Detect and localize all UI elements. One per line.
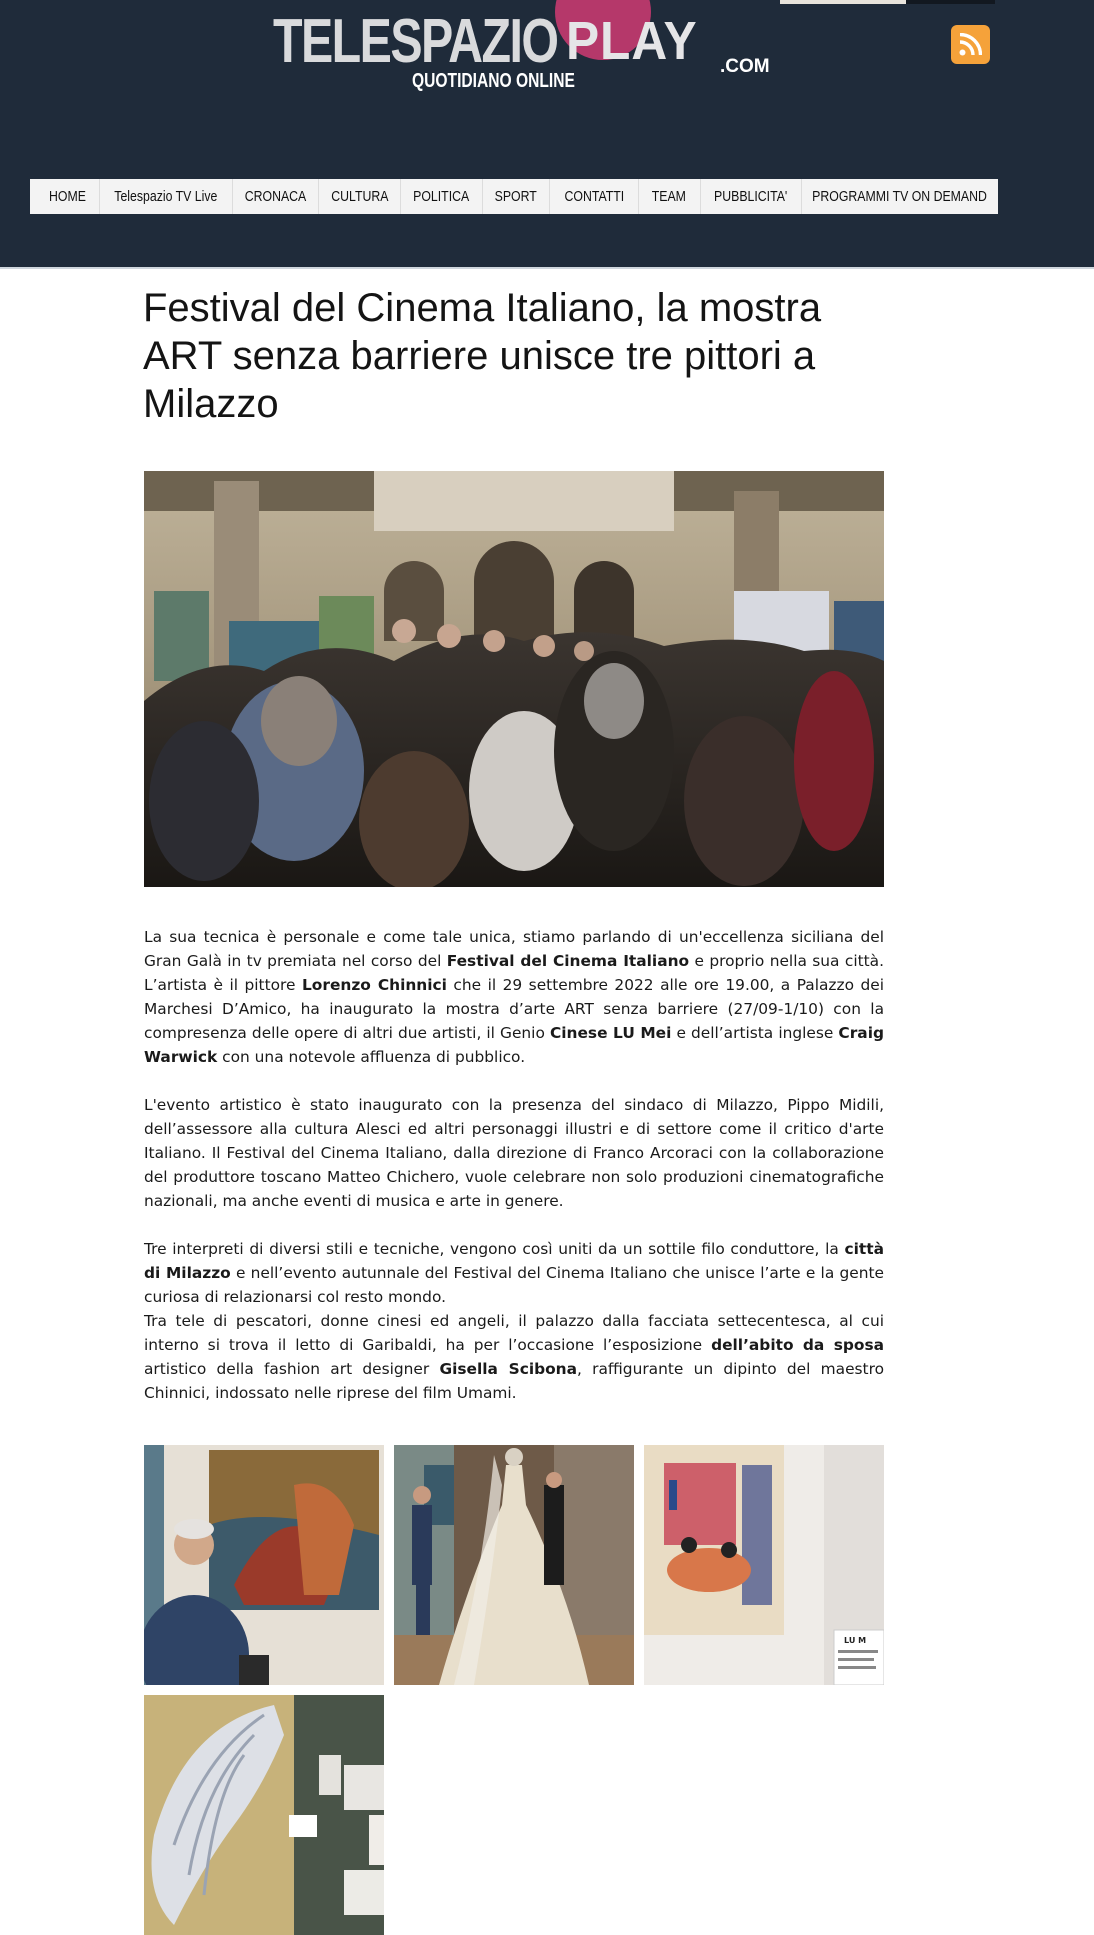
nav-item-contatti[interactable]: CONTATTI [550, 179, 638, 214]
text-span: con una notevole affluenza di pubblico. [217, 1048, 526, 1066]
nav-item-cronaca[interactable]: CRONACA [233, 179, 319, 214]
text-span: che il 29 settembre 2022 alle ore 19.00, a Palazzo dei Marchesi D’Amico, ha inaugurato la mostra d’arte ART senza barriere (27/09-1/10) con la compresenza delle opere di altri due artisti, il Genio [144, 976, 885, 1042]
text-span: e nell’evento autunnale del Festival del Cinema Italiano che unisce l’arte e la gente curiosa di relazionarsi col resto mondo. [144, 1264, 884, 1306]
bold-text-festival: Festival del Cinema Italiano [446, 952, 690, 970]
text-span: e proprio nella sua città. L’artista è il pittore [144, 952, 884, 994]
bold-text-artist-chinnici: Lorenzo Chinnici [301, 976, 447, 994]
nav-item-programmi-tv-on-demand[interactable]: PROGRAMMI TV ON DEMAND [812, 188, 988, 205]
article-paragraph-1 [144, 925, 884, 1069]
text-span: e dell’artista inglese [671, 1024, 839, 1042]
text-span: Tra tele di pescatori, donne cinesi ed angeli, il palazzo dalla facciata settecentesca, al cui interno si trova il letto di Garibaldi, ha per l’occasione l’esposizione [144, 1312, 884, 1354]
logo-subtitle: QUOTIDIANO ONLINE [412, 70, 575, 92]
nav-item-team[interactable]: TEAM [639, 179, 701, 214]
gallery-photo-artist-with-painting[interactable] [144, 1445, 384, 1685]
painting-label-text: LU M [844, 1636, 867, 1645]
nav-item-cultura[interactable]: CULTURA [319, 179, 400, 214]
nav-item-pubblicita[interactable]: PUBBLICITA' [701, 179, 802, 214]
text-span: artistico della fashion art designer [144, 1360, 440, 1378]
article-body [144, 925, 884, 1405]
rss-feed-icon[interactable] [951, 25, 990, 64]
site-logo[interactable] [270, 0, 770, 100]
bold-text-artist-warwick: Craig Warwick [144, 1024, 884, 1066]
nav-item-telespazio-tv-live[interactable]: Telespazio TV Live [100, 179, 233, 214]
bold-text-designer: Gisella Scibona [439, 1360, 578, 1378]
text-span: , raffigurante un dipinto del maestro Chinnici, indossato nelle riprese del film Umami. [144, 1360, 885, 1402]
logo-play-text: PLAY [566, 11, 698, 71]
top-tab-right[interactable] [906, 0, 995, 4]
logo-domain: .COM [720, 56, 770, 77]
nav-item-home[interactable]: HOME [36, 179, 100, 214]
bold-text-wedding-dress: dell’abito da sposa [711, 1336, 884, 1354]
logo-main-text: TELESPAZIO [273, 7, 558, 76]
text-span: Tre interpreti di diversi stili e tecniche, vengono così uniti da un sottile filo conduttore, la [144, 1240, 845, 1258]
article-paragraph-2: L'evento artistico è stato inaugurato con la presenza del sindaco di Milazzo, Pippo Midili, dell’assessore alla cultura Alesci ed altri personaggi illustri e di settore come il critico d'arte Italiano. Il Festival del Cinema Italiano, dalla direzione di Franco Arcoraci con la collaborazione del produttore toscano Matteo Chichero, vuole celebrare non solo produzioni cinematografiche nazionali, ma anche eventi di musica e arte in genere. [144, 1096, 884, 1210]
article-paragraph-4 [144, 1309, 884, 1405]
hero-image-exhibition-crowd[interactable] [144, 471, 884, 887]
gallery-photo-wedding-dress[interactable] [394, 1445, 634, 1685]
nav-item-sport[interactable]: SPORT [483, 179, 550, 214]
gallery-photo-angel-wings[interactable] [144, 1695, 384, 1935]
site-header [0, 0, 1094, 269]
bold-text-city: città di Milazzo [144, 1240, 884, 1282]
bold-text-artist-lu-mei: Cinese LU Mei [549, 1024, 672, 1042]
article-title: Festival del Cinema Italiano, la mostra ART senza barriere unisce tre pittori a Milazzo [143, 286, 822, 426]
top-tab-strip [780, 0, 995, 4]
nav-item-politica[interactable]: POLITICA [401, 179, 483, 214]
text-span: La sua tecnica è personale e come tale unica, stiamo parlando di un'eccellenza siciliana del Gran Galà in tv premiata nel corso del [144, 928, 884, 970]
gallery-photo-chinese-painting[interactable] [644, 1445, 884, 1685]
article-paragraph-3 [144, 1237, 884, 1309]
main-nav [30, 179, 998, 214]
top-tab-left[interactable] [780, 0, 906, 4]
